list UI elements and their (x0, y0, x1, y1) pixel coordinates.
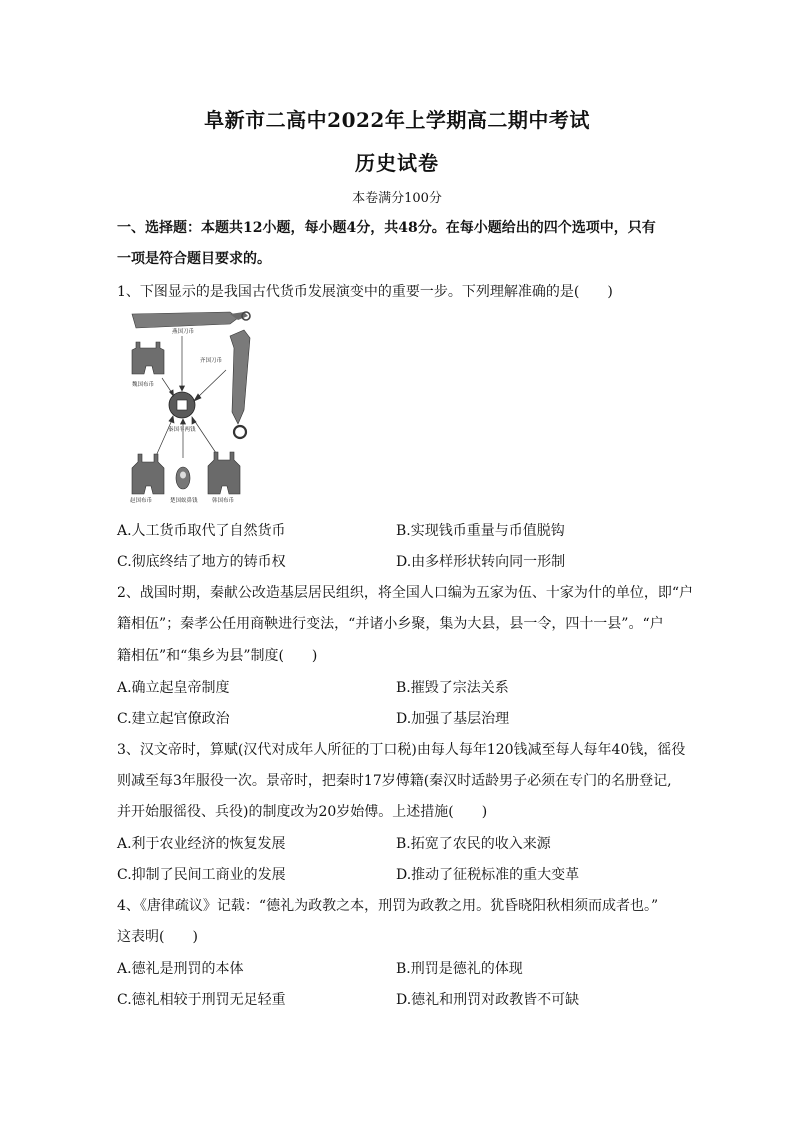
exam-title: 阜新市二高中2022年上学期高二期中考试 (204, 108, 590, 132)
question-4-option-b[interactable]: B.刑罚是德礼的体现 (396, 961, 523, 977)
question-2-stem-line3: 籍相伍”和“集乡为县”制度( ) (117, 648, 318, 664)
currency-evolution-figure (126, 308, 252, 504)
question-1-option-c[interactable]: C.彻底终结了地方的铸币权 (117, 554, 286, 570)
question-4-option-a[interactable]: A.德礼是刑罚的本体 (117, 961, 244, 977)
section-instructions-line2: 一项是符合题目要求的。 (117, 251, 271, 267)
question-2-option-c[interactable]: C.建立起官僚政治 (117, 711, 230, 727)
question-2-option-b[interactable]: B.摧毁了宗法关系 (396, 680, 509, 696)
question-4-stem-line1: 4、《唐律疏议》记载：“德礼为政教之本，刑罚为政教之用。犹昏晓阳秋相须而成者也。” (117, 898, 659, 914)
question-3-stem-line3: 并开始服徭役、兵役)的制度改为20岁始傅。上述措施( ) (117, 804, 488, 820)
section-instructions-line1: 一、选择题：本题共12小题，每小题4分，共48分。在每小题给出的四个选项中，只有 (117, 220, 656, 236)
question-3-option-b[interactable]: B.拓宽了农民的收入来源 (396, 836, 551, 852)
exam-subject: 历史试卷 (355, 151, 439, 175)
question-1-option-d[interactable]: D.由多样形状转向同一形制 (396, 554, 566, 570)
zhao-spade-coin (132, 454, 164, 494)
question-3-option-c[interactable]: C.抑制了民间工商业的发展 (117, 867, 286, 883)
chu-antnose-label: 楚国蚁鼻钱 (170, 498, 198, 504)
zhao-spade-label: 赵国布币 (130, 498, 153, 504)
question-4-option-d[interactable]: D.德礼和刑罚对政教皆不可缺 (396, 992, 580, 1008)
question-1-option-b[interactable]: B.实现钱币重量与币值脱钩 (396, 523, 565, 539)
question-2-option-d[interactable]: D.加强了基层治理 (396, 711, 510, 727)
han-spade-coin (208, 452, 240, 494)
score-note: 本卷满分100分 (352, 191, 442, 206)
qin-banliang-coin (169, 392, 195, 418)
question-3-option-d[interactable]: D.推动了征税标准的重大变革 (396, 867, 580, 883)
yan-knife-coin (132, 312, 250, 328)
han-spade-label: 韩国布币 (212, 498, 235, 504)
wei-spade-coin (132, 342, 164, 374)
chu-antnose-coin (176, 467, 190, 489)
question-1-option-a[interactable]: A.人工货币取代了自然货币 (117, 523, 286, 539)
question-1-stem: 1、下图显示的是我国古代货币发展演变中的重要一步。下列理解准确的是( ) (117, 284, 613, 300)
question-4-stem-line2: 这表明( ) (117, 929, 198, 945)
question-3-stem-line2: 则减至每3年服役一次。景帝时，把秦时17岁傅籍(秦汉时适龄男子必须在专门的名册登记, (117, 773, 672, 789)
qin-banliang-label: 秦国半两钱 (168, 427, 196, 433)
question-3-option-a[interactable]: A.利于农业经济的恢复发展 (117, 836, 286, 852)
qi-knife-label: 齐国刀币 (200, 358, 223, 364)
question-2-stem-line1: 2、战国时期，秦献公改造基层居民组织，将全国人口编为五家为伍、十家为什的单位，即“户 (117, 585, 694, 601)
qi-knife-coin (230, 330, 250, 438)
currency-diagram (126, 308, 252, 504)
question-2-option-a[interactable]: A.确立起皇帝制度 (117, 680, 230, 696)
question-3-stem-line1: 3、汉文帝时，算赋(汉代对成年人所征的丁口税)由每人每年120钱减至每人每年40钱，徭役 (117, 742, 686, 758)
question-4-option-c[interactable]: C.德礼相较于刑罚无足轻重 (117, 992, 286, 1008)
wei-spade-label: 魏国布币 (132, 382, 155, 388)
question-2-stem-line2: 籍相伍”；秦孝公任用商鞅进行变法，“并诸小乡聚，集为大县，县一令，四十一县”。“户 (117, 616, 664, 632)
yan-knife-label: 燕国刀币 (172, 329, 195, 335)
